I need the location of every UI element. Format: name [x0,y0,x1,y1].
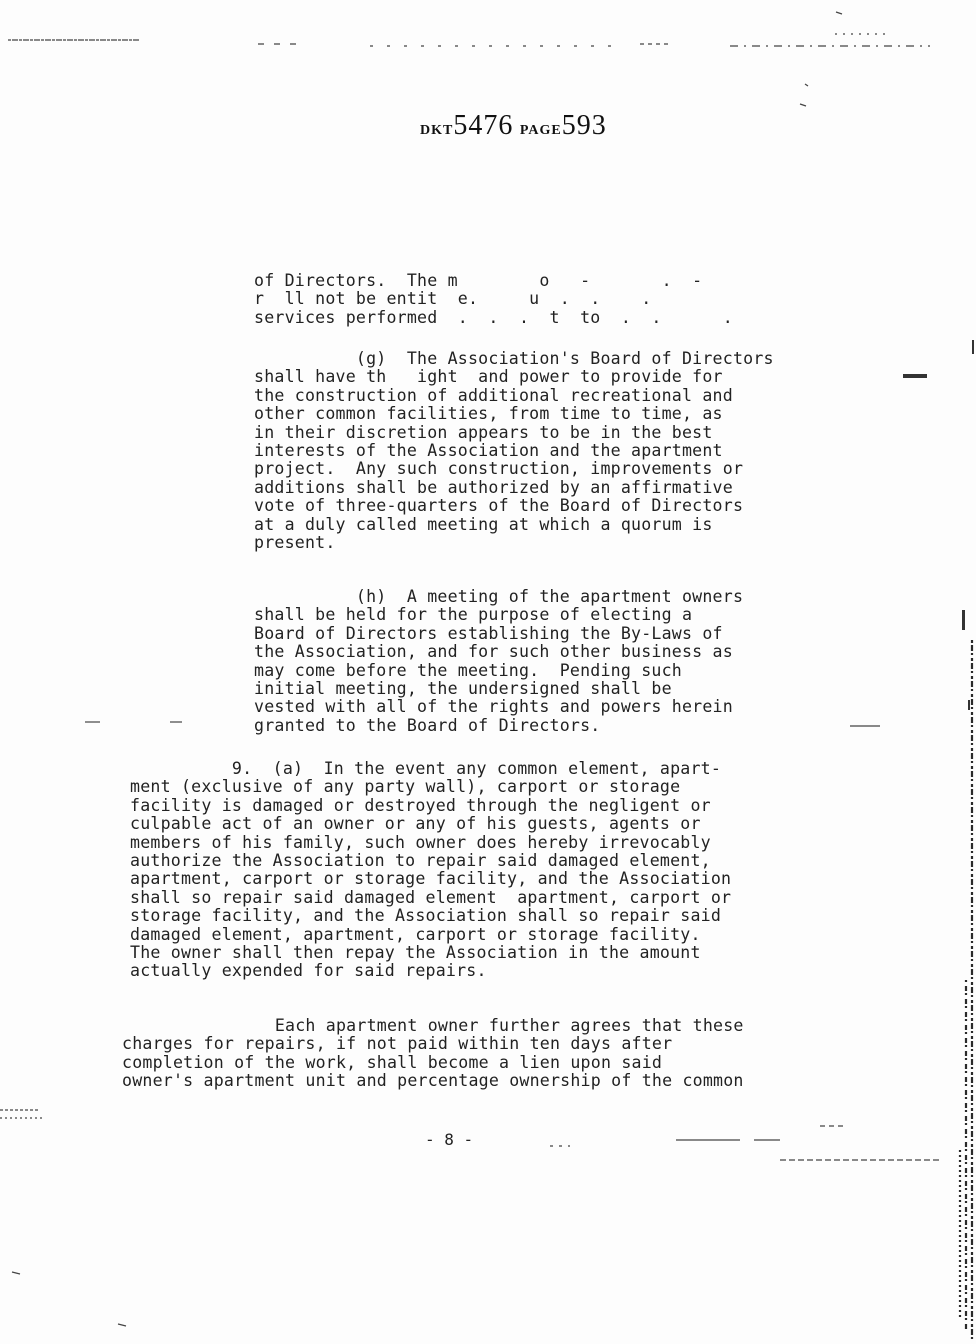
book-page-header [420,110,607,142]
paragraph-9a: 9. (a) In the event any common element, apart- ment (exclusive of any party wall), carport or storage facility is damaged or destroyed through the negligent or culpable act of an owner or any of his guests, agents or members of his family, such owner does hereby irrevocably authorize the Association to repair said damaged element, apartment, carport or storage facility, and the Association shall so repair said damaged element apartment, carport or storage facility, and the Association shall so repair said damaged element, apartment, carport or storage facility. The owner shall then repay the Association in the amount actually expended for said repairs. [130,759,732,981]
page-prefix: PAGE [519,123,562,138]
paragraph-each-owner: Each apartment owner further agrees that these charges for repairs, if not paid within ten days after completion of the work, shall become a lien upon said owner's apartment unit and percentage ownership of the common [122,1016,744,1091]
paragraph-continuation: of Directors. The m o - . - r ll not be entit e. u . . . services performed . . . t to . . . [254,271,733,327]
page-footer-number: - 8 - [425,1130,474,1149]
paragraph-h: (h) A meeting of the apartment owners shall be held for the purpose of electing a Board of Directors establishing the By-Laws of the Association, and for such other business as may come before the meeting. Pending such initial meeting, the undersigned shall be vested with all of the rights and powers herein granted to the Board of Directors. [254,587,744,735]
book-prefix: DKT [420,123,454,138]
page-number: 593 [561,110,607,141]
paragraph-g: (g) The Association's Board of Directors shall have th ight and power to provide for the construction of additional recreational and other common facilities, from time to time, as in their discretion appears to be in the best interests of the Association and the apartment project. Any such construction, improvements or additions shall be authorized by an affirmative vote of three-quarters of the Board of Directors at a duly called meeting at which a quorum is present. [254,349,774,553]
book-number: 5476 [453,110,514,141]
